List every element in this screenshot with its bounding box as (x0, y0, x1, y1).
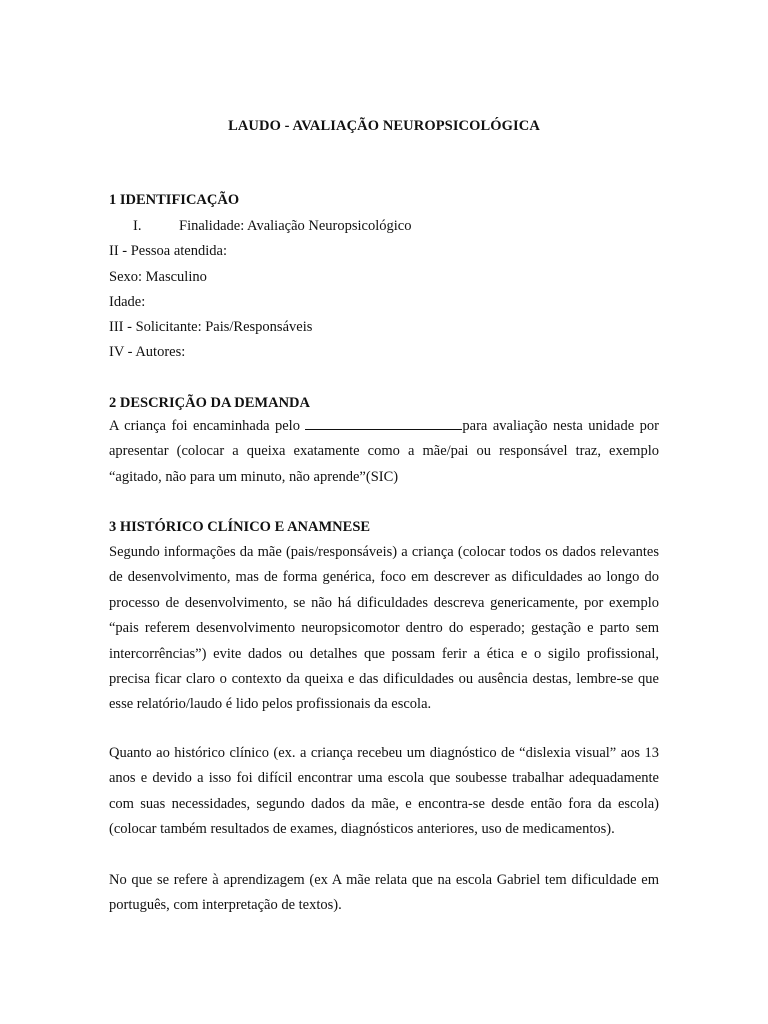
document-title: LAUDO - AVALIAÇÃO NEUROPSICOLÓGICA (228, 118, 540, 134)
item-number: I. (133, 218, 142, 234)
demanda-paragraph (109, 414, 659, 490)
idade-line: Idade: (109, 294, 146, 310)
referral-blank-line (305, 417, 462, 430)
demanda-text-end: para avaliação nesta unidade por apresentar (colocar a queixa exatamente como a mãe/pai ou responsável traz, exemplo “agitado, não para um minuto, não aprende”(SIC) (109, 418, 659, 485)
autores-line: IV - Autores: (109, 344, 186, 360)
historico-paragraph-2: Quanto ao histórico clínico (ex. a criança recebeu um diagnóstico de “dislexia visual” aos 13 anos e devido a isso foi difícil encontrar uma escola que soubesse trabalhar adequadamente com suas necessidades, segundo dados da mãe, e encontra-se desde então fora da escola) (colocar também resultados de exames, diagnósticos anteriores, uso de medicamentos). (109, 745, 659, 838)
pessoa-atendida-line: II - Pessoa atendida: (109, 243, 227, 259)
finalidade-text: Finalidade: Avaliação Neuropsicológico (179, 218, 412, 234)
section-demanda-heading: 2 DESCRIÇÃO DA DEMANDA (109, 395, 310, 411)
demanda-text-start: A criança foi encaminhada pelo (109, 418, 306, 434)
section-identificacao-heading: 1 IDENTIFICAÇÃO (109, 192, 240, 208)
solicitante-line: III - Solicitante: Pais/Responsáveis (109, 319, 313, 335)
sexo-line: Sexo: Masculino (109, 269, 207, 285)
section-historico-heading: 3 HISTÓRICO CLÍNICO E ANAMNESE (109, 519, 371, 535)
historico-paragraph-1: Segundo informações da mãe (pais/responsáveis) a criança (colocar todos os dados relevantes de desenvolvimento, mas de forma genérica, foco em descrever as dificuldades ao longo do processo de desenvolvimento, se não há dificuldades descreva genericamente, por exemplo “pais referem desenvolvimento neuropsicomotor dentro do esperado; gestação e parto sem intercorrências”) evite dados ou detalhes que possam ferir a ética e o sigilo profissional, precisa ficar claro o contexto da queixa e das dificuldades ou ausência destas, lembre-se que esse relatório/laudo é lido pelos profissionais da escola. (109, 544, 659, 713)
aprendizagem-paragraph: No que se refere à aprendizagem (ex A mãe relata que na escola Gabriel tem dificuldade em português, com interpretação de textos). (109, 872, 659, 914)
